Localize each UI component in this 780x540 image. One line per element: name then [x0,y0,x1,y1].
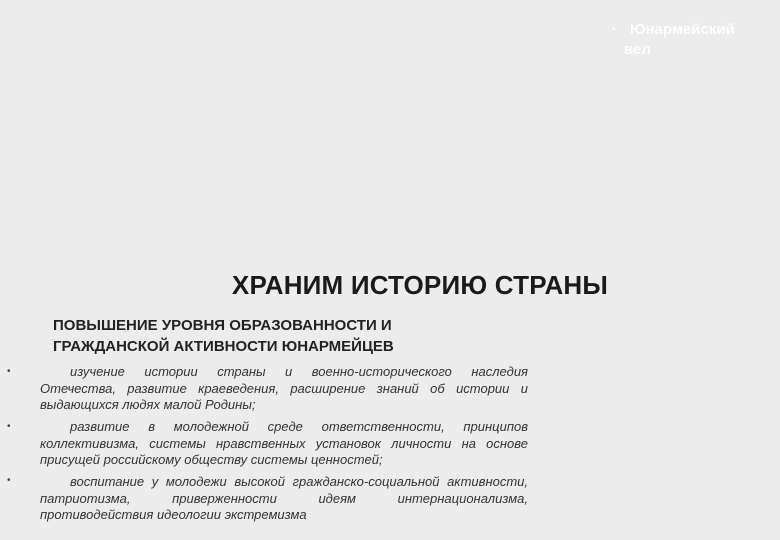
list-bullet: • [7,421,11,432]
corner-note-bullet: • [612,24,616,35]
list-bullet: • [7,475,11,486]
corner-note-line-1: Юнармейский [630,21,735,38]
section-subtitle [53,315,533,357]
list-bullet: • [7,366,11,377]
corner-note-line-2: вел [624,41,651,58]
list-item: изучение истории страны и военно-исторического наследия Отечества, развитие краеведения, расширение знаний об истории и выдающихся людях малой Родины; [40,364,528,412]
list-item: воспитание у молодежи высокой гражданско-социальной активности, патриотизма, приверженности идеям интернационализма, противодействия идеологии экстремизма [40,474,528,522]
subtitle-line-1: ПОВЫШЕНИЕ УРОВНЯ ОБРАЗОВАННОСТИ И [53,317,392,334]
subtitle-line-2: ГРАЖДАНСКОЙ АКТИВНОСТИ ЮНАРМЕЙЦЕВ [53,338,394,355]
page-title: ХРАНИМ ИСТОРИЮ СТРАНЫ [231,270,609,300]
list-item: развитие в молодежной среде ответственности, принципов коллективизма, системы нравственных установок личности на основе присущей российскому обществу системы ценностей; [40,419,528,467]
